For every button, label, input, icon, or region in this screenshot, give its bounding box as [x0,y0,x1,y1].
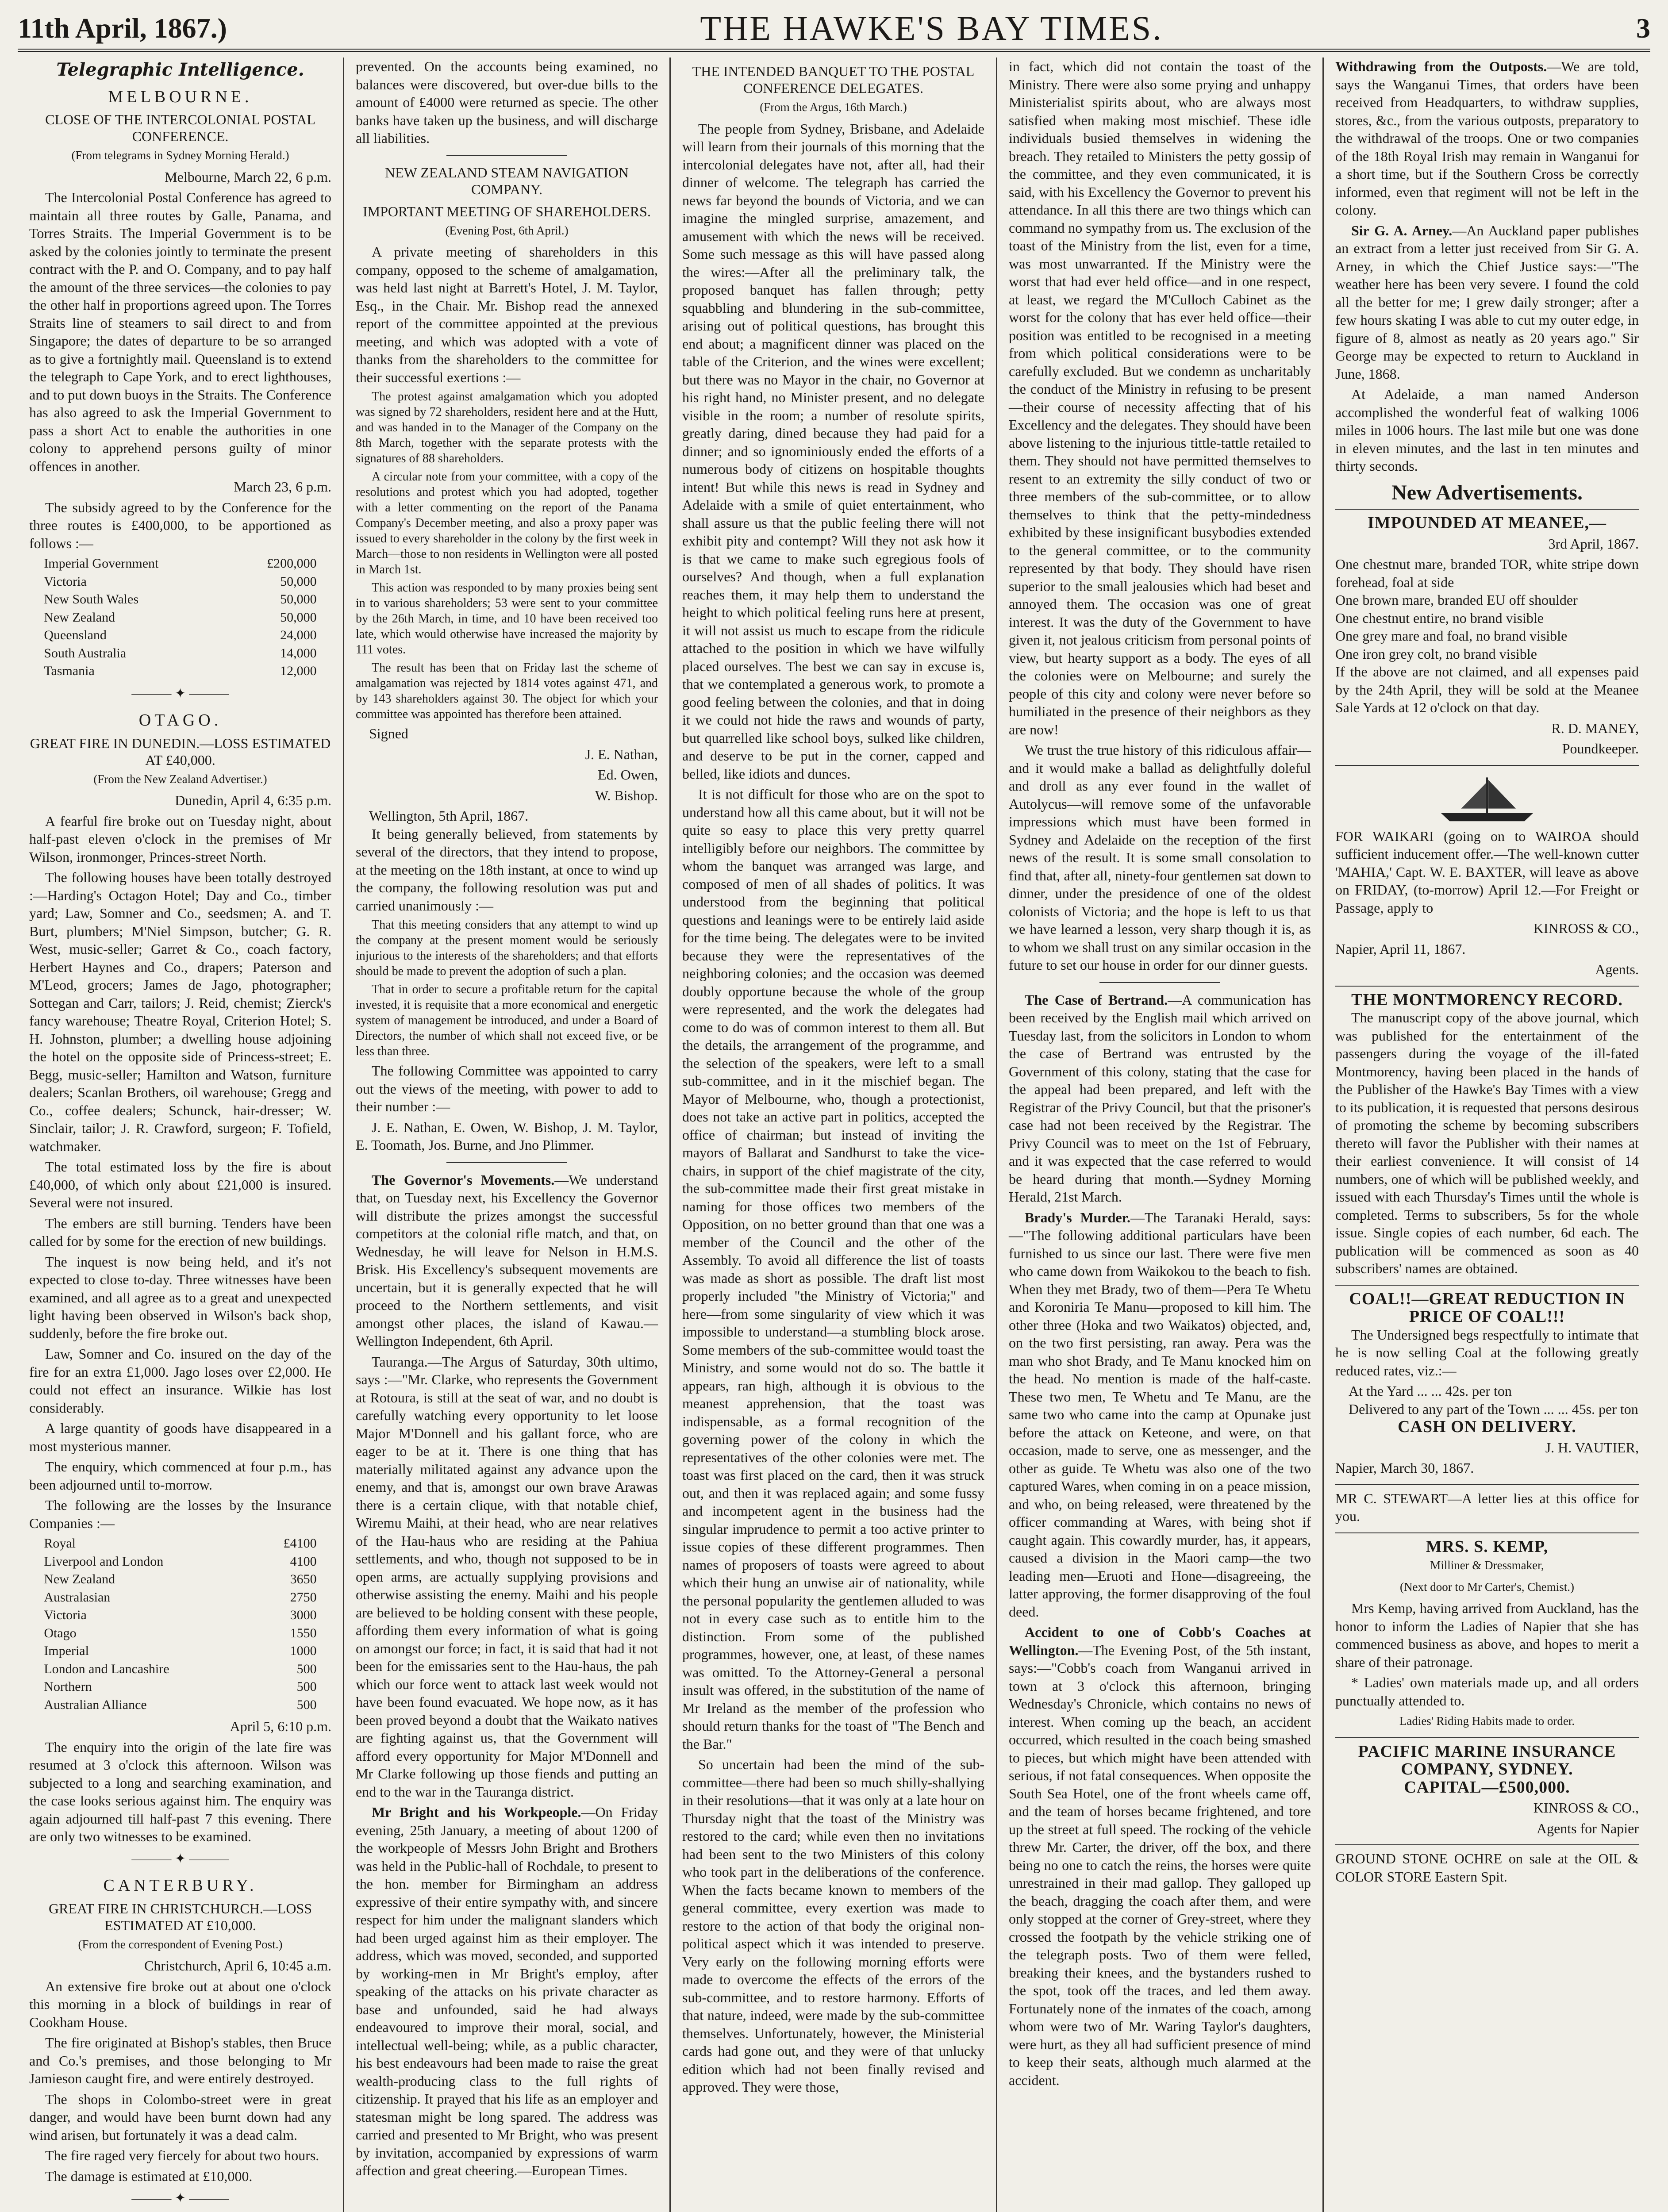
inline-heading: The Case of Bertrand. [1025,991,1168,1008]
report-paragraph: This action was responded to by many proxies being sent in to various shareholders; 53 were sent to your committee by the 26th March, in time, and 10 have been received too late, which would otherwise have increased the majority by 111 votes. [356,581,658,657]
ad-heading: THE MONTMORENCY RECORD. [1351,990,1623,1009]
table-row [41,662,319,680]
ad-heading: IMPOUNDED AT MEANEE,— [1367,514,1607,532]
resolution-paragraph: That in order to secure a profitable return for the capital invested, it is requisite that a more economical and energetic system of management be introduced, and under a Board of Directors, the number of which shall not exceed five, or be less than three. [356,983,658,1058]
signatory: J. E. Nathan, [585,746,658,762]
table-row [41,1624,319,1643]
ad-subheading: CASH ON DELIVERY. [1398,1417,1576,1436]
columns [18,58,1650,2212]
paragraph: The shops in Colombo-street were in great danger, and would have been burnt down had any wind arisen, but fortunately it was a dead calm. [29,2091,331,2143]
report-paragraph: The protest against amalgamation which you adopted was signed by 72 shareholders, resident here and at the Hutt, and was handed in to the Manager of the Company on the 8th March, together with the separate protests with the signatures of 88 shareholders. [356,390,658,465]
row-label: Imperial Government [44,556,159,571]
ad-heading: PACIFIC MARINE INSURANCE COMPANY, SYDNEY. [1358,1742,1616,1778]
row-label: London and Lancashire [44,1661,169,1676]
inline-heading: The Governor's Movements. [372,1171,555,1188]
row-value: 24,000 [280,628,317,642]
row-value: 4100 [290,1554,317,1569]
ad-heading: MRS. S. KEMP, [1426,1537,1549,1556]
paragraph [356,1803,658,2180]
row-value: 1000 [290,1644,317,1658]
row-value: 12,000 [280,664,317,678]
row-label: Queensland [44,628,107,642]
paragraph-text: —An Auckland paper publishes an extract from a letter just received from Sir G. A. Arney, in which the Chief Justice says:—"The weather here has been very severe. I found the cold all the better for me; I grew daily stronger; after a few hours skating I was able to cut my outer edge, in figure of 8, almost as neatly as 20 years ago." Sir George may be expected to return to Auckland in June, 1868. [1335,222,1639,382]
paragraph: The enquiry into the origin of the late fire was resumed at 3 o'clock this afternoon. Wilson was subjected to a long and searching examination, and the case looks serious against him. The enquiry was again adjourned till half-past 7 this evening. There are only two witnesses to be examined. [29,1739,331,1844]
ad-signature: KINROSS & CO., [1533,920,1639,936]
ad-body: FOR WAIKARI (going on to WAIROA should sufficient inducement offer.—The well-known cutter 'MAHIA,' Capt. W. E. BAXTER, will leave as above on FRIDAY, (to-morrow) April 12.—For Freight or Passage, apply to [1335,828,1639,916]
table-row [41,555,319,573]
paragraph [1335,58,1639,219]
row-value: 50,000 [280,592,317,607]
article-subheading: IMPORTANT MEETING OF SHAREHOLDERS. [363,203,651,219]
paragraph: Law, Somner and Co. insured on the day of the fire for an extra £1,000. Jago loses over £2,000. He could not effect an insurance. Wilkie has lost considerably. [29,1346,331,1416]
coal-advertisement [1335,1285,1639,1477]
divider [446,155,567,156]
table-row [41,1660,319,1678]
signatory: W. Bishop. [595,787,658,803]
article-heading: NEW ZEALAND STEAM NAVIGATION COMPANY. [385,164,629,197]
row-label: Victoria [44,574,87,589]
paragraph: A large quantity of goods have disappeared in a most mysterious manner. [29,1420,331,1454]
signatory: Ed. Owen, [598,767,658,783]
dateline: March 23, 6 p.m. [234,479,331,495]
row-value: 3650 [290,1572,317,1586]
article-heading: CLOSE OF THE INTERCOLONIAL POSTAL CONFERENCE. [45,111,315,144]
column-2 [344,58,671,2212]
row-label: Australasian [44,1590,111,1605]
row-label: New South Wales [44,592,138,607]
price-line: At the Yard ... ... 42s. per ton [1349,1383,1512,1399]
paragraph: J. E. Nathan, E. Owen, W. Bishop, J. M. Taylor, E. Toomath, Jos. Burne, and Jno Plimmer. [356,1119,658,1153]
ad-role: Agents for Napier [1536,1820,1639,1836]
signed-label: Signed [369,726,408,741]
dateline: Wellington, 5th April, 1867. [369,808,529,824]
montmorency-advertisement [1335,986,1639,1278]
row-value: 500 [296,1661,317,1676]
paragraph [356,1171,658,1350]
masthead [18,8,1650,52]
newspaper-title: THE HAWKE'S BAY TIMES. [700,9,1163,47]
inline-heading: Sir G. A. Arney. [1351,222,1453,238]
row-label: South Australia [44,645,127,661]
row-label: New Zealand [44,610,115,625]
dateline: April 5, 6:10 p.m. [230,1718,331,1734]
article-source: (From the correspondent of Evening Post.) [78,1937,283,1951]
paragraph: The inquest is now being held, and it's not expected to close to-day. Three witnesses have been examined, and all agree as to a great and unexpected light having been observed in Wilson's back shop, suddenly, before the fire broke out. [29,1253,331,1341]
row-label: New Zealand [44,1572,115,1586]
sailing-ship-icon [1430,773,1545,825]
table-row [41,591,319,609]
row-label: Liverpool and London [44,1554,164,1569]
table-row [41,1535,319,1553]
column-1 [18,58,344,2212]
row-label: Tasmania [44,664,95,678]
impounded-advertisement [1335,509,1639,758]
row-value: £4100 [283,1536,317,1551]
ad-body: The Undersigned begs respectfully to intimate that he is now selling Coal at the following greatly reduced rates, viz.:— [1335,1326,1639,1379]
article-heading: GREAT FIRE IN DUNEDIN.—LOSS ESTIMATED AT £40,000. [30,735,331,768]
paragraph: At Adelaide, a man named Anderson accomplished the wonderful feat of walking 1006 miles in 1006 hours. The last mile but one was done in eleven minutes, and the last in ten minutes and thirty seconds. [1335,386,1639,474]
dateline-place: OTAGO. [138,711,222,730]
ad-body: The manuscript copy of the above journal, which was published for the entertainment of the passengers during the voyage of the ill-fated Montmorency, having been placed in the hands of the Publisher of the Hawke's Bay Times with a view to its publication, it is requested that persons desirous of promoting the scheme by becoming subscribers thereto will favor the Publisher with their names at their earliest convenience. It will consist of 14 numbers, one of which will be published weekly, and issued with each Thursday's Times until the whole is completed. Terms to subscribers, 5s for the whole issue. Single copies of each number, 6d each. The publication will be commenced as soon as 40 subscribers' names are obtained. [1335,1010,1639,1276]
row-label: Northern [44,1679,92,1694]
row-value: 14,000 [280,645,317,661]
row-value: 50,000 [280,610,317,625]
page-number: 3 [1636,12,1650,44]
ad-line: One chestnut mare, branded TOR, white stripe down forehead, foal at side [1335,556,1639,590]
ad-line: One brown mare, branded EU off shoulder [1335,592,1578,608]
section-heading: Telegraphic Intelligence. [56,59,304,80]
row-value: 1550 [290,1625,317,1640]
ad-signature: J. H. VAUTIER, [1545,1439,1639,1455]
paragraph: prevented. On the accounts being examined, no balances were discovered, but over-due bills to the amount of £4000 were returned as specie. The other banks have taken up the business, and will discharge all liabilities. [356,58,658,146]
row-value: 50,000 [280,574,317,589]
paragraph: The embers are still burning. Tenders have been called for by some for the erection of new buildings. [29,1215,331,1249]
kemp-advertisement [1335,1532,1639,1730]
article-source: (From the New Zealand Advertiser.) [93,772,267,786]
row-label: Royal [44,1536,76,1551]
divider [1099,982,1220,983]
table-row [41,645,319,663]
ochre-advertisement [1335,1844,1639,1886]
resolution-paragraph: That this meeting considers that any attempt to wind up the company at the present moment would be seriously injurious to the interests of the shareholders; and that efforts should be made to prevent the adoption of such a plan. [356,918,658,978]
ad-body: MR C. STEWART—A letter lies at this office for you. [1335,1490,1639,1524]
article-source: (From the Argus, 16th March.) [760,100,907,114]
row-label: Australian Alliance [44,1697,147,1712]
article-source: (From telegrams in Sydney Morning Herald.) [71,149,289,162]
paragraph: The following houses have been totally destroyed :—Harding's Octagon Hotel; Day and Co., timber yard; Law, Somner and Co., seedsmen; A. and T. Burt, plumbers; M'Niel Simpson, butcher; G. R. West, music-seller; Garret & Co., coach factory, Herbert Haynes and Co., drapers; Paterson and M'Leod, grocers; James de Jago, photographer; Sottegan and Carr, tailors; J. Reid, chemist; Zierck's fancy warehouse; Theatre Royal, Criterion Hotel; S. H. Johnston, plumber; a dwelling house adjoining the hotel on the opposite side of Princess-street; E. Begg, music-seller; Hamilton and Watson, furniture dealers; Scanlan Brothers, oil warehouse; Gregg and Co., coffee dealers; Schunck, hair-dresser; W. Sinclair, tailor; J. R. Crawford, surgeon; F. Tofield, watchmaker. [29,869,331,1154]
ad-address: (Next door to Mr Carter's, Chemist.) [1399,1580,1575,1594]
ornament-divider: ——— ✦ ——— [131,1851,229,1866]
paragraph: The following Committee was appointed to carry out the views of the meeting, with power to add to their number :— [356,1063,658,1114]
paragraph: A private meeting of shareholders in this company, opposed to the scheme of amalgamation, was held last night at Barrett's Hotel, J. M. Taylor, Esq., in the Chair. Mr. Bishop read the annexed report of the committee appointed at the previous meeting, and which was adopted with a vote of thanks from the shareholders to the committee for their successful exertions :— [356,244,658,385]
row-value: 500 [296,1697,317,1712]
row-label: Otago [44,1625,77,1640]
paragraph: The subsidy agreed to by the Conference for the three routes is £400,000, to be apportioned as follows :— [29,499,331,551]
insurance-losses-table [41,1535,319,1714]
paragraph-text: —The Taranaki Herald, says:—"The following additional particulars have been furnished to us since our last. There were five men who came down from Waikokou to the beach to fish. When they met Brady, two of them—Pera Te Whetu and Koroniria Te Manu—proposed to kill him. The other three (Hoka and two Waikatos) objected, and, on the two first persisting, ran away. Pera was the man who shot Brady, and Te Manu knocked him on the head. No mention is made of the half-caste. These two men, Te Whetu and Te Manu, are the same two who came into the camp at Opunake just before the attack on Keteone, and were, on that occasion, made to serve, one as messenger, and the other as guide. Te Whetu was also one of the two captured Wares, when coming in on a peace mission, and who, on being released, were threatened by the officer commanding at Wares, with being shot if caught again. This cowardly murder, has, it appears, caused a division in the Maori camp—the two leading men—Eruoti and Hone—disagreeing, the latter approving, the former disapproving of the foul deed. [1009,1209,1311,1620]
ad-place-date: Napier, April 11, 1867. [1335,941,1466,957]
paragraph: The fire originated at Bishop's stables, then Bruce and Co.'s premises, and those belonging to Mr Jamieson caught fire, and were entirely destroyed. [29,2035,331,2086]
ad-line: * Ladies' own materials made up, and all orders punctually attended to. [1335,1674,1639,1709]
ornament-divider: ——— ✦ ——— [131,686,229,701]
issue-date: 11th April, 1867.) [18,12,227,44]
paragraph: Tauranga.—The Argus of Saturday, 30th ultimo, says :—"Mr. Clarke, who represents the Government at Rotoura, is still at the seat of war, and no doubt is carefully watching every opportunity to let loose Major M'Donnell and his gallant force, who are eager to be at it. There is one thing that has materially militated against any advance upon the enemy, and that is, amongst our own brave Arawas there is a certain clique, with that notable chief, Wiremu Maihi, at their head, who are near relatives of the Hau-haus who are residing at the Pahiua settlements, and who, though not supposed to be in open arms, are actually supplying provisions and otherwise assisting the enemy. Maihi and his people are believed to be holding consent with these people, affording them every information of what is going on amongst our force; in fact, it is said that had it not been for the emissaries sent to the Hau-haus, the pah which our force went to attack last week would not have been found evacuated. We hope now, as it has been proved beyond a doubt that the Waikato natives are fighting against us, that the Government will afford every opportunity for Major M'Donnell and Mr Clarke following up those fiends and putting an end to the war in the Tauranga district. [356,1353,658,1800]
table-row [41,1553,319,1571]
paragraph: The damage is estimated at £10,000. [45,2168,253,2184]
dateline: Dunedin, April 4, 6:35 p.m. [175,792,331,808]
row-value: 3000 [290,1608,317,1622]
waikari-advertisement [1335,765,1639,979]
inline-heading: Brady's Murder. [1025,1209,1130,1225]
paragraph: We trust the true history of this ridiculous affair—and it would make a ballad as delightfully doleful and droll as any ever found in the wallet of Autolycus—will remove some of the unfavorable impressions which must have been formed in Sydney and Adelaide on the reception of the first news of the result. It is some small consolation to find that, after all, ninety-four gentlemen sat down to dinner, under the presidence of one of the oldest colonists of Victoria; and the hope is left to us that we have learned a lesson, very sharp though it is, as to whom we shall trust on any similar occasion in the future to set our house in order for our dinner guests. [1009,742,1311,973]
ad-line: If the above are not claimed, and all expenses paid by the 24th April, they will be sold at the Meanee Sale Yards at 12 o'clock on that day. [1335,664,1639,715]
new-advertisements-heading: New Advertisements. [1391,480,1583,504]
report-paragraph: A circular note from your committee, with a copy of the resolutions and protest which you had adopted, together with a letter commenting on the report of the Panama Company's December meeting, and also a proxy paper was issued to every shareholder in the colony by the first week in March—those to non residents in Wellington were all posted in March 1st. [356,470,658,576]
paragraph: The enquiry, which commenced at four p.m., has been adjourned until to-morrow. [29,1459,331,1493]
dateline-place: MELBOURNE. [108,87,253,106]
divider [446,1162,567,1163]
article-heading: THE INTENDED BANQUET TO THE POSTAL CONFERENCE DELEGATES. [692,63,975,96]
column-5 [1324,58,1650,2212]
ad-place-date: Napier, March 30, 1867. [1335,1460,1474,1476]
report-paragraph: The result has been that on Friday last the scheme of amalgamation was rejected by 1814 votes against 471, and by 143 shareholders against 30. The object for which your committee was appointed has therefore been attained. [356,661,658,721]
paragraph: The following are the losses by the Insurance Companies :— [29,1497,331,1531]
paragraph: So uncertain had been the mind of the sub-committee—there had been so much shilly-shallying in their resolutions—that it was only at a late hour on Thursday night that the toast of the Ministry was restored to the card; while even then no invitations had been sent to the two Ministers of this colony who took part in the deliberations of the conference. When the facts became known to members of the general committee, every exertion was made to restore to the action of that body the original non-political aspect which it was intended to preserve. Very early on the following morning efforts were made to overcome the effects of the errors of the sub-committee, and to restore harmony. Efforts of that nature, indeed, were made by the sub-committee themselves. Unfortunately, however, the Ministerial cards had gone out, and they were of that unlucky edition which had not been finally revised and approved. They were those, [682,1756,984,2095]
ad-line: One iron grey colt, no brand visible [1335,645,1537,662]
inline-heading: Accident to one of Cobb's Coaches at Wellington. [1009,1624,1311,1658]
paragraph-text: —The Evening Post, of the 5th instant, says:—"Cobb's coach from Wanganui arrived in town at 3 o'clock this afternoon, bringing Wednesday's Chronicle, which contains no news of interest. When coming up the beach, an accident occurred, which resulted in the coach being smashed to pieces, but which might have been attended with serious, if not fatal consequences. When opposite the South Sea Hotel, one of the front wheels came off, and the team of horses became frightened, and tore up the street at full speed. The rocking of the vehicle threw Mr. Carter, the driver, off the box, and there being no one to catch the reins, the horses were quite unrestrained in their mad gallop. They galloped up the beach, dragging the coach after them, and were only stopped at the corner of Grey-street, where they crossed the footpath by the vehicle striking one of the telegraph posts. Two of them were felled, breaking their knees, and the bystanders rushed to the spot, took off the traces, and led them away. Fortunately none of the inmates of the coach, among whom were two of Mr. Waring Taylor's daughters, were hurt, as they all had sufficient presence of mind to keep their seats, although much alarmed at the accident. [1009,1642,1311,2088]
row-value: 500 [296,1679,317,1694]
paragraph: It being generally believed, from statements by several of the directors, that they intend to propose, at the meeting on the 18th instant, at once to wind up the company, the following resolution was put and carried unanimously :— [356,826,658,914]
ad-signature: KINROSS & CO., [1533,1800,1639,1816]
paragraph-text: —On Friday evening, 25th January, a meeting of about 1200 of the workpeople of Messrs John Bright and Brothers was held in the Public-hall of Rochdale, to present to the hon. member for Birmingham an address expressive of their entire sympathy with, and sincere respect for him under the malignant slanders which had been urged against him as their employer. The address, which was moved, seconded, and supported by working-men in Mr Bright's employ, after speaking of the attacks on his private character as base and unfounded, said he had always endeavoured to improve their moral, social, and intellectual well-being; while, as a public character, his best endeavours had been made to raise the great wealth-producing class to the full rights of citizenship. It prayed that his life as an employer and statesman might be long spared. The address was carried and presented to Mr Bright, who was present by invitation, accompanied by expressions of warm affection and great cheering.—European Times. [356,1804,658,2178]
row-value: £200,000 [267,556,317,571]
paragraph: The Intercolonial Postal Conference has agreed to maintain all three routes by Galle, Panama, and Torres Straits. The Imperial Government is to be asked by the colonies jointly to terminate the present contract with the P. and O. Company, and to pay half the amount of the three services—the colonies to pay the other half in proportions agreed upon. The Torres Straits line of steamers to sail direct to and from Singapore; the dates of departure to be so arranged as to give a fortnightly mail. Queensland is to extend the telegraph to Cape York, and to erect lighthouses, and to put down buoys in the Straits. The Conference has also agreed to ask the Imperial Government to pass a short Act to enable the authorities in one colony to apprehend persons guilty of minor offences in another. [29,189,331,474]
article-heading: GREAT FIRE IN CHRISTCHURCH.—LOSS ESTIMATED AT £10,000. [48,1900,312,1933]
paragraph [1009,1209,1311,1621]
article-source: (Evening Post, 6th April.) [445,223,569,237]
paragraph: The fire raged very fiercely for about two hours. [45,2147,319,2163]
inline-heading: Mr Bright and his Workpeople. [372,1804,581,1820]
paragraph: in fact, which did not contain the toast of the Ministry. There were also some prying and unhappy Ministerialist spirits about, who are always most satisfied when making most mischief. These idle individuals busied themselves in widening the breach. They retailed to Ministers the petty gossip of the committee, and they even communicated, it is said, with his Excellency the Governor to prevent his attendance. In all this there are two things which can command no sympathy from us. The exclusion of the toast of the Ministry from the list, even for a time, was most unwarranted. If the Ministry were the worst that had ever held office—and in one respect, at least, we regard the M'Culloch Cabinet as the worst for the colony that has ever held office—their position was entitled to be recognised in a meeting from which political considerations were to be carefully excluded. But we condemn as uncharitably the conduct of the Ministry in refusing to be present—their course of necessity affecting that of his Excellency and the delegates. They should have been above listening to the injurious tittle-tattle retailed to them. They should not have permitted themselves to resent to an extremity the silly conduct of two or three members of the sub-committee, or to allow themselves to think that the petty-mindedness exhibited by these insignificant busybodies extended to the general committee, or to the community represented by that body. They should have risen superior to the small jealousies which had beset and annoyed them. The occasion was one of great interest. It was the duty of the Government to have given it, not jealous criticism from personal points of view, but hearty support as a body. The eyes of all the colonies were on Melbourne; and surely the people of this city and colony were never before so humiliated in the presence of their neighbors as they are now! [1009,58,1311,737]
table-row [41,1589,319,1607]
paragraph: The total estimated loss by the fire is about £40,000, of which only about £21,000 is insured. Several were not insured. [29,1159,331,1210]
paragraph [1335,222,1639,383]
price-line: Delivered to any part of the Town ... ... 45s. per ton [1349,1401,1638,1417]
table-row [41,1571,319,1589]
paragraph: The people from Sydney, Brisbane, and Adelaide will learn from their journals of this morning that the intercolonial delegates have not, after all, had their dinner of welcome. The telegraph has carried the news far beyond the bounds of Victoria, and we can imagine the mingled surprise, amazement, and amusement with which the news will be received. Some such message as this will have passed along the wires:—After all the preliminary talk, the proposed banquet has fallen through; petty squabbling and blundering in the sub-committee, arising out of political questions, has brought this end about; a magnificent dinner was placed on the table of the Criterion, and the wines were excellent; but there was no Mayor in the chair, no Governor at his right hand, no Minister present, and no delegate visible in the room; a number of resolute spirits, greatly daring, dined because they had paid for a dinner; and so ignominiously ended the efforts of a numerous body of citizens on hospitable thoughts intent! But while this news is read in Sydney and Adelaide with a smile of quiet entertainment, who shall assure us that the public feeling there will not exhibit pity and contempt? Will they not ask how it is that we came to make such egregious fools of ourselves? And though, when a full explanation reaches them, it may help them to understand the height to which political feeling runs here at present, it will not assist us much to escape from the ridicule attached to the position in which we have wilfully placed ourselves. The best we can say in excuse is, that we contemplated a generous work, to promote a good feeling between the colonies, and that in doing it we could not hide the raws and wounds of party, but quarrelled like school boys, sulked like children, and deserve to be put in the corner, capped and belled, like idiots and dunces. [682,120,984,782]
paragraph: It is not difficult for those who are on the spot to understand how all this came about, but it will not be quite so easy to place this very pretty quarrel intelligibly before our neighbors. The committee by whom the banquet was arranged was large, and composed of men of all shades of politics. It was understood from the beginning that political questions and leanings were to be entirely laid aside for the time being. The delegates were to be invited because they were the representatives of the neighboring colonies; and the occasion was deemed doubly opportune because the whole of the group were represented, and the work the delegates had come to do was of common interest to them all. But the details, the arrangement of the programme, and the selection of the speakers, were left to a small sub-committee, and in it the mischief began. The Mayor of Melbourne, who, though a protectionist, does not take an active part in politics, accepted the office of chairman; but instead of inviting the mayors of Ballarat and Sandhurst to take the vice-chairs, in support of the chief magistrate of the city, the sub-committee made their first great mistake in naming for those offices two members of the Opposition, on no better ground than that one was a member of the Council and the other of the Assembly. To avoid all difference the list of toasts was made as short as possible. The draft list most properly included "the Ministry of Victoria;" and here—from some singularity of view which it was impossible to understand—a stumbling block arose. Some members of the sub-committee would toast the Ministry, and some would not do so. The battle it appears, ran high, although it is obvious to the meanest apprehension, that the toast was indispensable, as a formal recognition of the governing power of the colony in which the representatives of the other colonies were met. The toast was first placed on the card, then it was struck out, and then it was replaced again; and some fussy and incompetent agent in the business had the singular imprudence to permit a too active printer to issue copies of these different programmes. Then names of proposers of toasts were agreed to about which their hung an unwise air of nationality, while the personal popularity the gentlemen alluded to was not in every case such as to entitle him to the distinction. From some of the published programmes, however, one, at least, of these names was omitted. To the Attorney-General a personal insult was offered, in the substitution of the name of Mr Ireland as the member of the profession who should return thanks for the toast of "The Bench and the Bar." [682,786,984,1752]
table-row [41,1678,319,1696]
ad-subheading: Milliner & Dressmaker, [1430,1559,1544,1572]
table-row [41,626,319,645]
column-3 [671,58,997,2212]
row-value: 2750 [290,1590,317,1605]
dateline: Christchurch, April 6, 10:45 a.m. [144,1958,331,1974]
ad-role: Agents. [1595,961,1639,977]
subsidy-table [41,555,319,680]
paragraph-text: —We understand that, on Tuesday next, his Excellency the Governor will distribute the prizes amongst the successful competitors at the colonial rifle match, and that, on Wednesday, he will leave for Nelson in H.M.S. Brisk. His Excellency's subsequent movements are uncertain, but it is generally expected that he will proceed to the Northern settlements, and visit amongst other places, the island of Kawau.—Wellington Independent, 6th April. [356,1171,658,1349]
ad-signature: R. D. MANEY, [1551,720,1639,736]
pacific-marine-advertisement [1335,1737,1639,1838]
inline-heading: Withdrawing from the Outposts. [1335,58,1547,74]
ad-date: 3rd April, 1867. [1548,535,1639,552]
paragraph-text: —A communication has been received by the English mail which arrived on Tuesday last, from the solicitors in London to whom the case of Bertrand was entrusted by the Government of this colony, stating that the case for the appeal had been prepared, and left with the Registrar of the Privy Council, but that the prisoner's case had not been received by the Registrar. The Privy Council was to meet on the 1st of February, and it was expected that the case referred to would be heard during that month.—Sydney Morning Herald, 21st March. [1009,991,1311,1205]
table-row [41,1606,319,1624]
ad-role: Poundkeeper. [1562,741,1639,757]
ad-line: Ladies' Riding Habits made to order. [1399,1714,1575,1728]
row-label: Victoria [44,1608,87,1622]
ad-line: One chestnut entire, no brand visible [1335,610,1544,626]
table-row [41,1696,319,1714]
ad-body: Mrs Kemp, having arrived from Auckland, has the honor to inform the Ladies of Napier that she has commenced business as above, and hopes to merit a share of their patronage. [1335,1600,1639,1670]
paragraph: A fearful fire broke out on Tuesday night, about half-past eleven o'clock in the premises of Mr Wilson, ironmonger, Princes-street North. [29,813,331,865]
ad-line: One grey mare and foal, no brand visible [1335,628,1568,644]
column-4 [997,58,1324,2212]
ornament-divider: ——— ✦ ——— [131,2191,229,2205]
table-row [41,1642,319,1660]
paragraph [1009,1623,1311,2089]
dateline: Melbourne, March 22, 6 p.m. [165,169,331,185]
row-label: Imperial [44,1644,89,1658]
ad-capital: CAPITAL—£500,000. [1404,1778,1570,1797]
paragraph: An extensive fire broke out at about one o'clock this morning in a block of buildings in rear of Cookham House. [29,1978,331,2030]
table-row [41,609,319,627]
stewart-notice [1335,1484,1639,1525]
table-row [41,573,319,591]
paragraph [1009,991,1311,1206]
paragraph-text: —We are told, says the Wanganui Times, that orders have been received from Headquarters, to withdraw supplies, stores, &c., from the various outposts, preparatory to the withdrawal of the troops. One or two companies of the 18th Royal Irish may remain in Wanganui for a short time, but if the Southern Cross be correctly informed, even that regiment will not be left in the colony. [1335,58,1639,218]
dateline-place: CANTERBURY. [103,1876,258,1895]
ad-heading: COAL!!—GREAT REDUCTION IN PRICE OF COAL!!! [1349,1289,1625,1326]
ad-body: GROUND STONE OCHRE on sale at the OIL & COLOR STORE Eastern Spit. [1335,1851,1639,1885]
